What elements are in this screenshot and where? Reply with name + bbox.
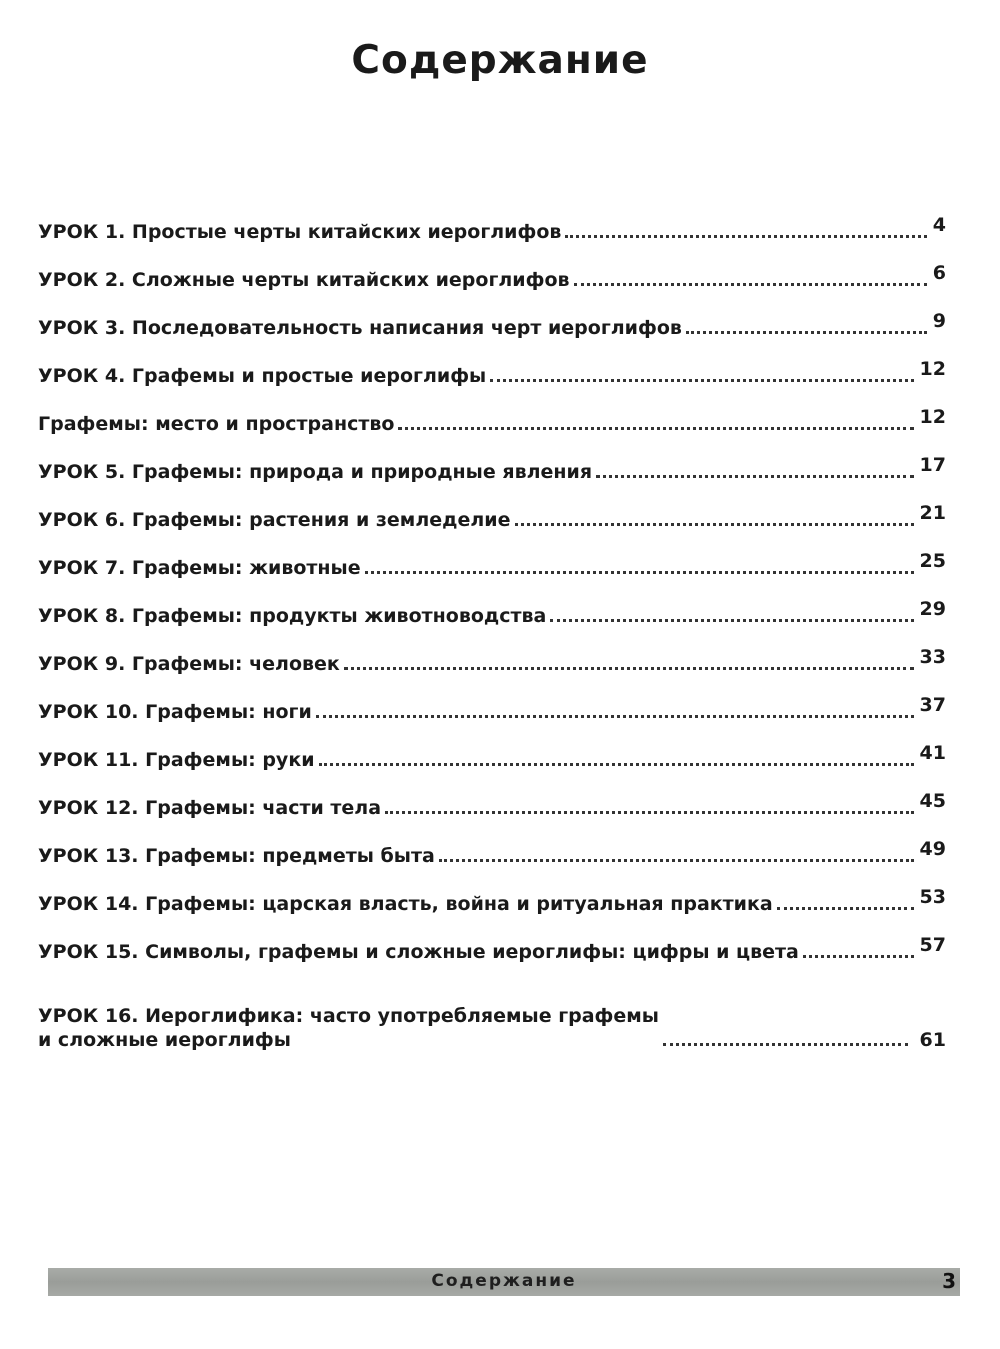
toc-entry-title: УРОК 7. Графемы: животные: [38, 557, 361, 579]
toc-entry-title: УРОК 5. Графемы: природа и природные явления: [38, 461, 593, 483]
toc-entry-title: УРОК 13. Графемы: предметы быта: [38, 845, 435, 867]
dot-leader: [319, 763, 914, 766]
toc-entry-page: 41: [919, 742, 946, 764]
toc-entry-page: 25: [919, 550, 946, 572]
dot-leader: [803, 955, 914, 958]
toc-entry-page: 21: [919, 502, 946, 524]
toc-entry-page: 9: [932, 310, 946, 332]
toc-entry-title: УРОК 6. Графемы: растения и земледелие: [38, 509, 511, 531]
dot-leader: [574, 283, 927, 286]
footer-section-label: Содержание: [431, 1271, 577, 1291]
toc-entry-lesson-11[interactable]: [38, 724, 946, 772]
toc-entry-page: 49: [919, 838, 946, 860]
toc-entry-lesson-3[interactable]: [38, 292, 946, 340]
toc-entry-lesson-15[interactable]: [38, 916, 946, 964]
dot-leader: [515, 523, 914, 526]
toc-entry-title: УРОК 10. Графемы: ноги: [38, 701, 312, 723]
toc-entry-title: УРОК 2. Сложные черты китайских иероглифов: [38, 269, 570, 291]
toc-entry-title: УРОК 3. Последовательность написания черт иероглифов: [38, 317, 682, 339]
toc-entry-lesson-2[interactable]: [38, 244, 946, 292]
dot-leader: [663, 1043, 908, 1046]
toc-entry-lesson-8[interactable]: [38, 580, 946, 628]
toc-entry-page: 57: [919, 934, 946, 956]
dot-leader: [550, 619, 913, 622]
dot-leader: [777, 907, 914, 910]
toc-entry-lesson-4[interactable]: [38, 340, 946, 388]
dot-leader: [439, 859, 914, 862]
toc-entry-title-line2: и сложные иероглифы: [38, 1029, 291, 1051]
dot-leader: [490, 379, 913, 382]
toc-entry-page: 12: [919, 406, 946, 428]
toc-entry-title: УРОК 8. Графемы: продукты животноводства: [38, 605, 547, 627]
dot-leader: [365, 571, 914, 574]
toc-entry-title: УРОК 1. Простые черты китайских иероглифов: [38, 221, 562, 243]
toc-entry-lesson-13[interactable]: [38, 820, 946, 868]
footer-page-number: 3: [942, 1269, 956, 1293]
dot-leader: [316, 715, 914, 718]
dot-leader: [344, 667, 914, 670]
toc-entry-page: 33: [919, 646, 946, 668]
toc-entry-lesson-12[interactable]: [38, 772, 946, 820]
toc-entry-title: Графемы: место и пространство: [38, 413, 395, 435]
toc-entry-page: 29: [919, 598, 946, 620]
toc-entry-lesson-10[interactable]: [38, 676, 946, 724]
toc-entry-lesson-5[interactable]: [38, 436, 946, 484]
toc-entry-page: 6: [932, 262, 946, 284]
toc-entry-title: УРОК 4. Графемы и простые иероглифы: [38, 365, 487, 387]
toc-entry-lesson-6[interactable]: [38, 484, 946, 532]
toc-entry-title-line1: УРОК 16. Иероглифика: часто употребляемые графемы: [38, 1005, 659, 1027]
dot-leader: [398, 427, 913, 430]
dot-leader: [565, 235, 926, 238]
table-of-contents: [38, 196, 946, 1052]
toc-entry-lesson-7[interactable]: [38, 532, 946, 580]
toc-entry-graphemes-place[interactable]: [38, 388, 946, 436]
page-title: Содержание: [351, 38, 649, 83]
dot-leader: [596, 475, 914, 478]
toc-entry-lesson-16[interactable]: [38, 964, 946, 1052]
toc-entry-lesson-1[interactable]: [38, 196, 946, 244]
toc-entry-title-block: [38, 1004, 663, 1052]
dot-leader: [385, 811, 914, 814]
toc-entry-page: 53: [919, 886, 946, 908]
footer-bar: [48, 1268, 960, 1296]
toc-entry-page: 61: [919, 1029, 946, 1051]
toc-entry-title: УРОК 14. Графемы: царская власть, война и ритуальная практика: [38, 893, 773, 915]
toc-entry-page: 12: [919, 358, 946, 380]
toc-entry-lesson-9[interactable]: [38, 628, 946, 676]
toc-entry-title: УРОК 9. Графемы: человек: [38, 653, 340, 675]
toc-entry-title: УРОК 12. Графемы: части тела: [38, 797, 382, 819]
toc-entry-page: 4: [932, 214, 946, 236]
toc-entry-page: 37: [919, 694, 946, 716]
dot-leader: [686, 331, 927, 334]
toc-entry-title: УРОК 11. Графемы: руки: [38, 749, 315, 771]
toc-entry-title: УРОК 15. Символы, графемы и сложные иероглифы: цифры и цвета: [38, 941, 799, 963]
toc-entry-page: 17: [919, 454, 946, 476]
toc-entry-page: 45: [919, 790, 946, 812]
toc-entry-lesson-14[interactable]: [38, 868, 946, 916]
